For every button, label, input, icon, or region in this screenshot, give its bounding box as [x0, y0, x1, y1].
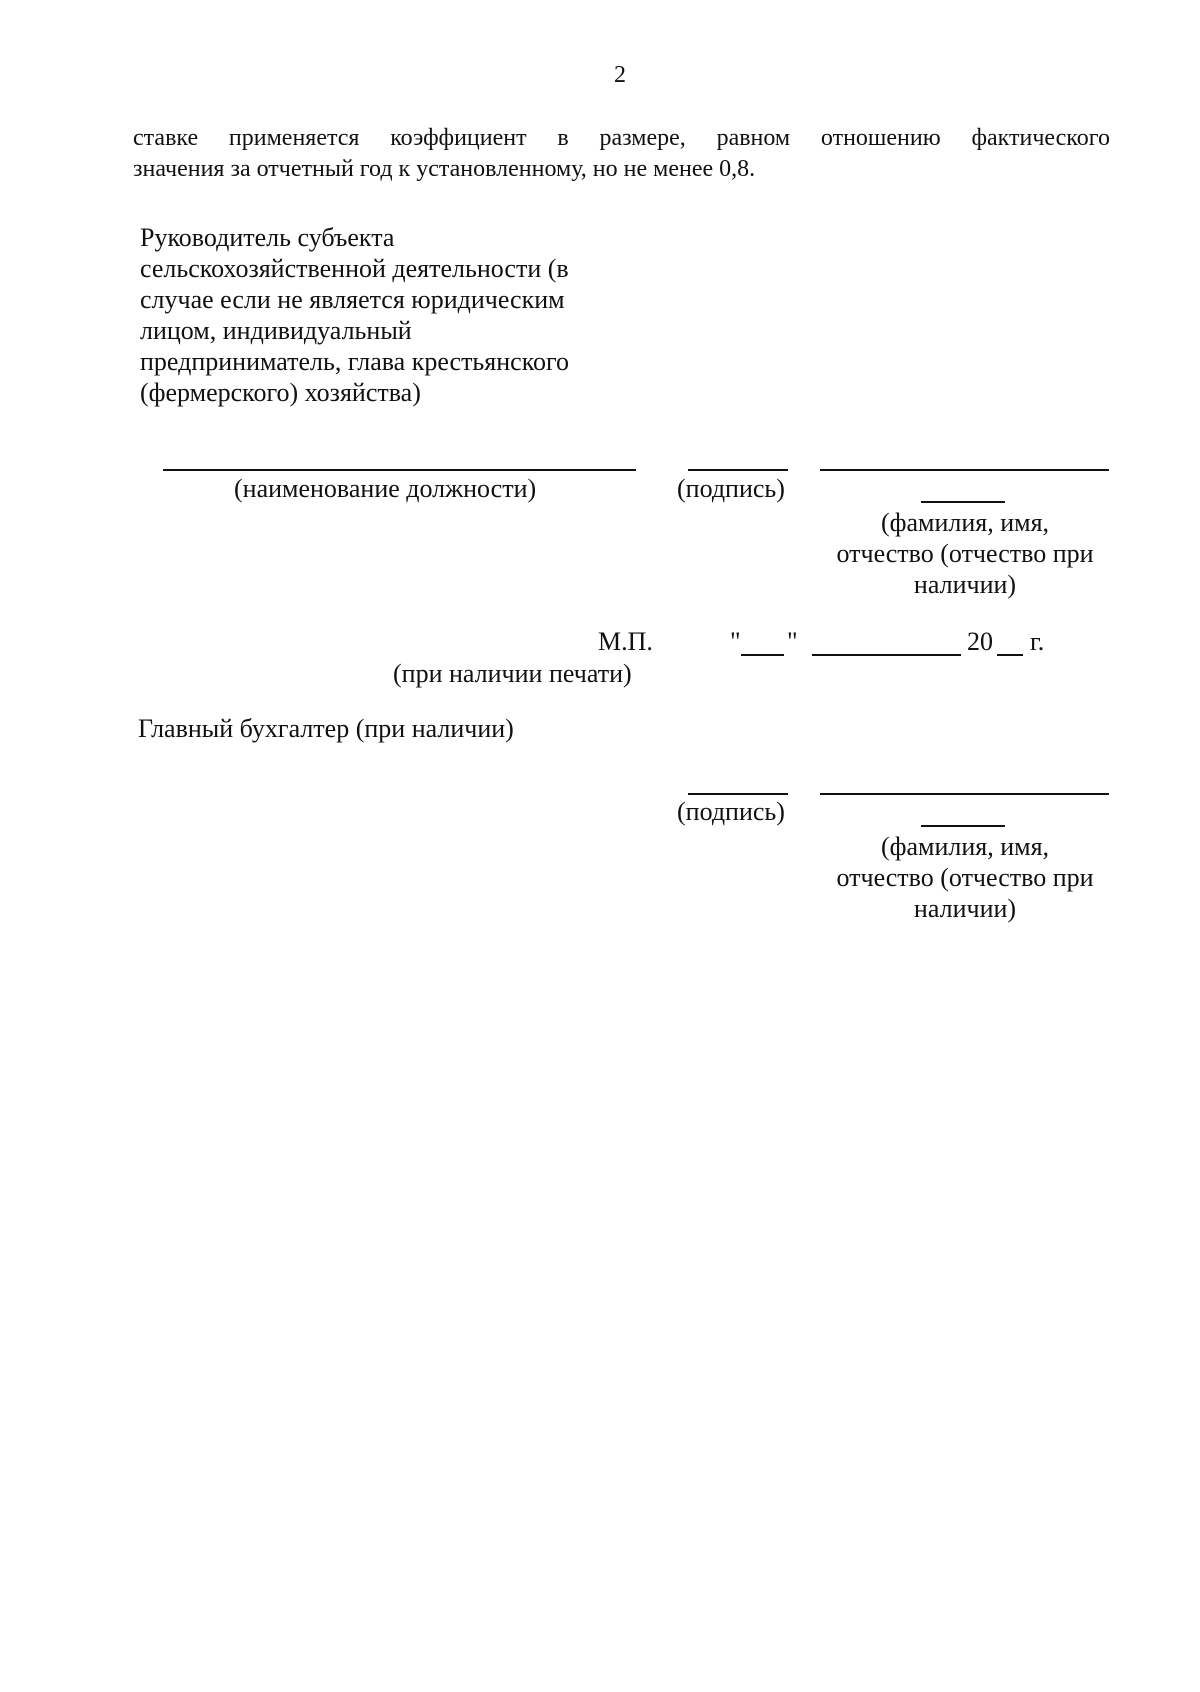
fio-caption-line: отчество (отчество при [836, 863, 1094, 892]
accountant-fio-line-tail [921, 825, 1005, 827]
intro-paragraph-line-1: ставке применяется коэффициент в размере, равном отношению фактического [133, 125, 1110, 151]
fio-caption-line: наличии) [913, 570, 1017, 599]
accountant-fio-line[interactable] [820, 793, 1109, 795]
head-title-line: лицом, индивидуальный [140, 316, 412, 345]
head-title-line: предприниматель, глава крестьянского [140, 347, 570, 376]
fio-caption-line: наличии) [913, 894, 1017, 923]
accountant-signature-line[interactable] [688, 793, 788, 795]
date-month-line[interactable] [812, 654, 961, 656]
position-line[interactable] [163, 469, 636, 471]
fio-caption-line: (фамилия, имя, [880, 508, 1050, 537]
fio-caption-line: отчество (отчество при [836, 539, 1094, 568]
accountant-title: Главный бухгалтер (при наличии) [138, 714, 514, 743]
accountant-fio-caption [815, 831, 1115, 924]
page-number: 2 [614, 62, 626, 88]
date-quote-close: " [787, 627, 798, 656]
date-day-line[interactable] [741, 654, 784, 656]
date-year-prefix: 20 [967, 627, 993, 656]
accountant-signature-caption: (подпись) [677, 797, 785, 826]
head-title-line: сельскохозяйственной деятельности (в [140, 254, 569, 283]
signature-caption: (подпись) [677, 474, 785, 503]
fio-line[interactable] [820, 469, 1109, 471]
signature-line[interactable] [688, 469, 788, 471]
fio-caption [815, 507, 1115, 600]
seal-caption: (при наличии печати) [393, 659, 632, 688]
head-title [140, 222, 569, 408]
intro-paragraph-line-2: значения за отчетный год к установленному, но не менее 0,8. [133, 156, 756, 182]
fio-caption-line: (фамилия, имя, [880, 832, 1050, 861]
head-title-line: Руководитель субъекта [140, 223, 395, 252]
date-year-line[interactable] [997, 654, 1023, 656]
head-title-line: случае если не является юридическим [140, 285, 565, 314]
date-quote-open: " [730, 627, 741, 656]
head-title-line: (фермерского) хозяйства) [140, 378, 421, 407]
position-caption: (наименование должности) [234, 474, 537, 503]
stamp-label: М.П. [598, 627, 653, 656]
fio-line-tail [921, 501, 1005, 503]
date-year-suffix: г. [1030, 627, 1045, 656]
